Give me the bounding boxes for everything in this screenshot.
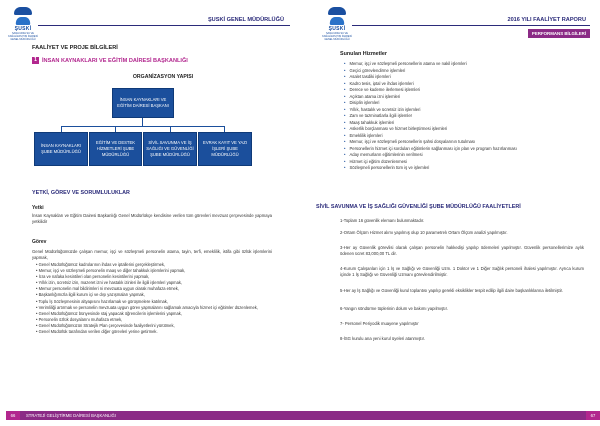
ohs-item: 8-İSG kurulu ana yeni kurul üyeleri atanmıştır. <box>340 336 425 341</box>
left-footer-text: STRATEJİ GELİŞTİRME DAİRESİ BAŞKANLIĞI <box>26 413 116 418</box>
list-item: • Maaş tahakkuk işlemleri <box>344 119 395 125</box>
list-item: • Memur, işçi ve sözleşmeli personellerin şahsi dosyalarının tutulması <box>344 139 476 144</box>
yetki-text: İnsan Kaynakları ve Eğitim Dairesi Başkanlığı Genel Müdürlükçe kendisine verilen tüm görevleri mevzuat çerçevesinde yapmaya yetkilidir <box>32 213 272 225</box>
performance-tag: PERFORMANS BİLGİLERİ <box>528 29 590 38</box>
logo-brand: ŞUSKİ <box>14 26 32 32</box>
list-item: • Başkanlığımızla ilgili kurum içi ve dışı yazışmaları yapmak, <box>36 292 272 298</box>
list-item: • Genel Müdürlük tarafından verilen diğer görevleri yerine getirmek. <box>36 329 272 335</box>
list-item: • İcra ve nafaka kesintileri olan personelin kesintilerini yapmak, <box>36 274 272 280</box>
list-item: • Zam ve tazminatlarla ilgili işlemler <box>344 113 413 118</box>
right-page <box>300 0 600 426</box>
list-item: • Aday memurların eğitimlerinin verilmesi <box>344 152 423 157</box>
list-item: • Verimliliği artırmak ve personelin mevzuata uygun görev yapmalarını sağlamak amacıyla hizmet içi eğitimler düzenlemek, <box>36 305 272 311</box>
list-item: • Yıllık, hastalık ve ücretsiz izin işlemleri <box>344 106 421 112</box>
drop-icon <box>12 6 34 26</box>
org-connector <box>142 118 143 126</box>
drop-icon <box>326 6 348 26</box>
list-item: • Asalet tasdiki işlemleri <box>344 74 391 79</box>
ohs-item: 7- Personel Periyodik muayene yapılmıştır <box>340 321 419 326</box>
ohs-item: 5-Her ay İş Sağlığı ve Güvenliği kurul toplantısı yapılıp gerekli eksiklikler tespit edilip ilgili daire başkanlıklarına iletilmiştir. <box>340 288 563 293</box>
services-list <box>344 61 584 172</box>
ohs-item: 4-Kurum Çalışanları için 1 İş ve Sağlığı ve Güvenliği Uzm. 1 Doktor ve 1 Diğer Sağlık personeli ihalesi yapılmıştır. Ayrıca kurum içinde 1 İş Sağlığı ve Güvenliği Uzmanı görevlendirilmiştir. <box>340 266 584 278</box>
subsection-number: 1 <box>32 57 39 64</box>
services-heading: Sunulan Hizmetler <box>340 51 388 57</box>
right-header-title: 2016 YILI FAALİYET RAPORU <box>507 17 586 23</box>
list-item: • Genel Müdürlüğümüz bünyesinde staj yapacak öğrencilerin işlemlerini yapmak, <box>36 311 272 317</box>
list-item: • Açıktan atama izni işlemleri <box>344 93 401 99</box>
org-box-records: EVRAK KAYIT VE YAZI İŞLERİ ŞUBE MÜDÜRLÜĞÜ <box>198 132 252 166</box>
list-item: • Sözleşmeli personellerin tüm iş ve işlemleri <box>344 165 430 170</box>
list-item: • Memur, işçi ve sözleşmeli personellerin atama ve nakil işlemleri <box>344 61 467 66</box>
ohs-item: 2-Ortam Ölçüm Hizmet alımı yapılmış olup 10 parametrelı Ortam Ölçüm analizi yapılmıştır. <box>340 230 508 235</box>
list-item: • Yıllık izin, ücretsiz izin, mazeret izni ve hastalık izinleri ile ilgili işlemleri yapmak, <box>36 280 272 286</box>
list-item: • Memur, işçi ve sözleşmeli personelin maaş ve diğer tahakkuk işlemlerini yapmak, <box>36 268 272 274</box>
yetki-heading: Yetki <box>32 205 44 211</box>
org-chart-title: ORGANİZASYON YAPISI <box>132 74 194 80</box>
right-footer-bar <box>300 411 586 420</box>
duties-heading: YETKİ, GÖREV VE SORUMLULUKLAR <box>32 190 130 196</box>
org-box-hr: İNSAN KAYNAKLARI ŞUBE MÜDÜRLÜĞÜ <box>34 132 88 166</box>
ohs-item: 6-Yangın söndürme tüplerinin dolum ve bakımı yapılmıştır. <box>340 306 448 311</box>
list-item: • Kadro tesis, iptal ve ihdas işlemleri <box>344 80 414 86</box>
left-header-title: ŞUSKİ GENEL MÜDÜRLÜĞÜ <box>207 17 284 23</box>
suski-logo <box>322 6 352 41</box>
header-rule <box>352 25 590 26</box>
subsection-title: İNSAN KAYNAKLARI VE EĞİTİM DAİRESİ BAŞKANLIĞI <box>42 57 188 64</box>
section-title: FAALİYET VE PROJE BİLGİLERİ <box>32 45 118 51</box>
list-item: • Askerlik borçlanması ve hizmet birleştirmesi işlemleri <box>344 126 448 131</box>
list-item: • Genel Müdürlüğümüz kadrolarının ihdas ve iptallerini gerçekleştirmek, <box>36 262 272 268</box>
ohs-heading: SİVİL SAVUNMA VE İŞ SAĞLIĞI GÜVENLİĞİ ŞUBE MÜDÜRLÜĞÜ FAALİYETLERİ <box>316 204 521 210</box>
left-page-number: 66 <box>6 411 20 420</box>
right-page-number: 67 <box>586 411 600 420</box>
list-item: • Geçici görevlendirme işlemleri <box>344 67 406 73</box>
header-rule <box>38 25 290 26</box>
list-item: • Disiplin işlemleri <box>344 100 380 105</box>
logo-brand: ŞUSKİ <box>328 26 346 32</box>
ohs-item: 3-Her ay Güvenlik görevlisi olarak çalışan personelin hakkedişi yapılıp ödemeleri yapılmıştır. Güvenlik personellerimize aylık ödenen ücret 83,000,00 TL dir. <box>340 245 584 257</box>
logo-subtitle: ŞANLIURFA SU VE KANALİZASYON İDARESİ GENEL MÜDÜRLÜĞÜ <box>8 32 38 41</box>
ohs-item: 1-Toplam 16 güvenlik elemanı bulunmaktadır. <box>340 218 425 223</box>
org-box-head: İNSAN KAYNAKLARI VE EĞİTİM DAİRESİ BAŞKANI <box>112 88 174 118</box>
list-item: • Emeklilik işlemleri <box>344 132 383 138</box>
logo-subtitle: ŞANLIURFA SU VE KANALİZASYON İDARESİ GENEL MÜDÜRLÜĞÜ <box>322 32 352 41</box>
list-item: • Derece ve kademe ilerlemesi işlemleri <box>344 87 420 92</box>
org-box-training: EĞİTİM VE DESTEK HİZMETLERİ ŞUBE MÜDÜRLÜĞÜ <box>89 132 142 166</box>
list-item: • Genel Müdürlüğümüzün Stratejik Plan çerçevesinde faaliyetlerini yürütmek, <box>36 323 272 329</box>
list-item: • Hizmet içi eğitim düzenlenmesi <box>344 158 407 164</box>
list-item: • Memur personelin mal bildirimleri ni mevzuata uygun olarak muhafaza etmek, <box>36 286 272 292</box>
subsection-heading <box>32 57 188 64</box>
gorev-list <box>36 262 272 335</box>
gorev-heading: Görev <box>32 239 47 245</box>
list-item: • Toplu İş Sözleşmesinin altyapısını hazırlamak ve görüşmelere katılmak, <box>36 299 272 305</box>
suski-logo <box>8 6 38 41</box>
org-box-civil-defense: SİVİL SAVUNMA VE İŞ SAĞLIĞI VE GÜVENLİĞİ ŞUBE MÜDÜRLÜĞÜ <box>143 132 197 166</box>
list-item: • Personelin özlük dosyalarını muhafaza etmek, <box>36 317 272 323</box>
list-item: • Personellerin hizmet içi sorduları eğitimlerin sağlanması için plan ve program hazırlanması <box>344 145 517 151</box>
gorev-intro: Genel Müdürlüğümüzde çalışan memur, işçi ve sözleşmeli personelin atama, tayin, terfi, emeklilik, istifa gibi özlük işlemlerini yapmak, <box>32 249 272 261</box>
org-connector <box>61 126 224 127</box>
